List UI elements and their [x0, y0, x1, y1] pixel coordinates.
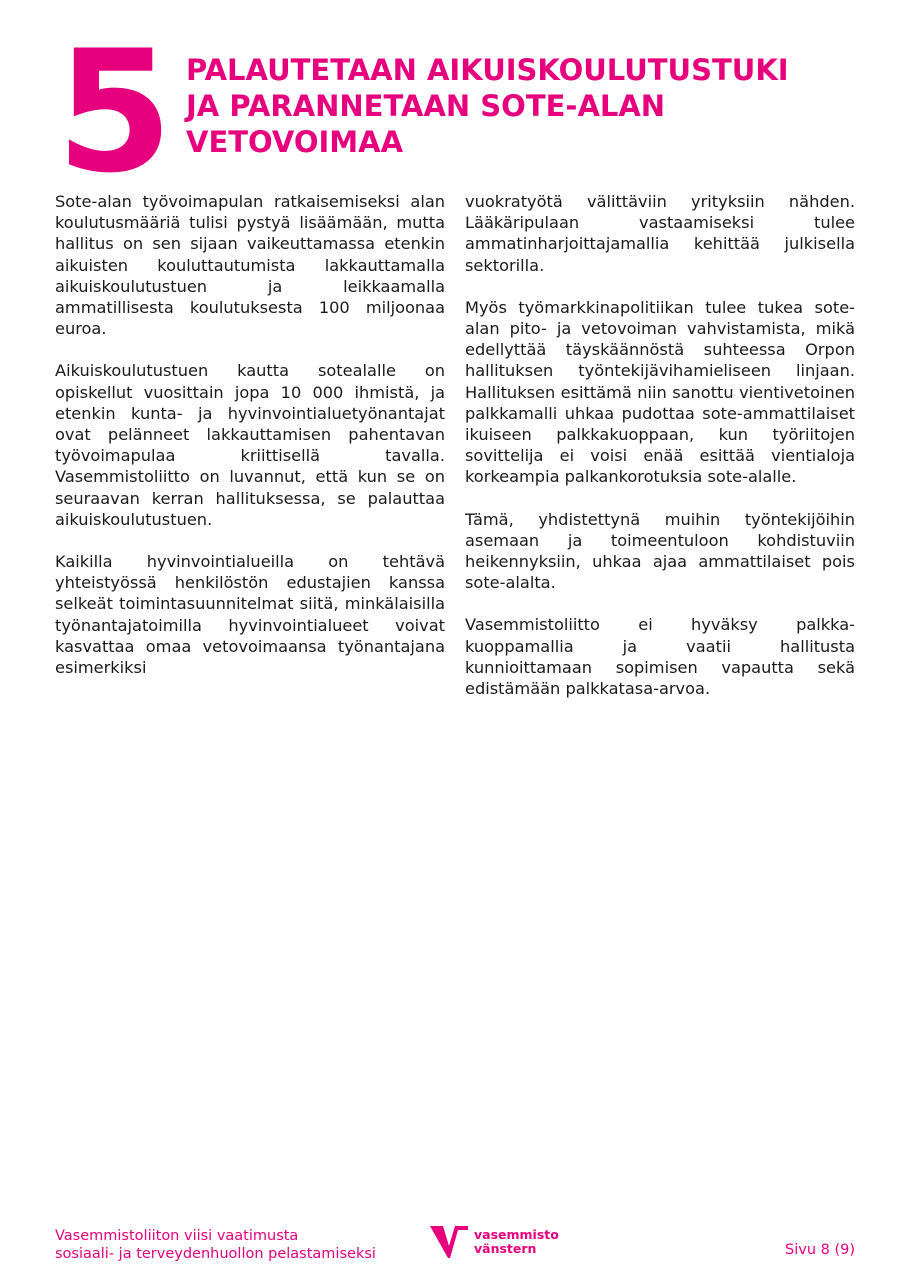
vasemmisto-v-logo-icon — [430, 1224, 468, 1260]
body-paragraph: Kaikilla hyvinvointialueilla on tehtävä yhteistyössä henkilöstön edustajien kanssa selkeät toimintasuunnitelmat siitä, minkälaisilla työnantajatoimilla hyvinvointialueet voivat kasvattaa omaa vetovoimaansa työnantajana esimerkiksi — [55, 552, 445, 678]
left-text-column — [55, 191, 445, 699]
section-title-line: JA PARANNETAAN SOTE-ALAN — [186, 89, 666, 123]
footer-document-title — [55, 1227, 376, 1263]
body-paragraph: vuokratyötä välittäviin yrityksiin nähden. Lääkäripulaan vastaamiseksi tulee ammatinharjoittajamallia kehittää julkisella sektorilla. — [465, 192, 855, 275]
logo-wordmark — [474, 1228, 559, 1256]
section-number: 5 — [56, 14, 169, 210]
right-text-column — [465, 191, 855, 720]
body-paragraph: Aikuiskoulutustuen kautta sotealalle on opiskellut vuosittain jopa 10 000 ihmistä, ja etenkin kunta- ja hyvinvointialuetyönantajat ovat pelänneet lakkauttamisen pahentavan työvoimapulaa kriittisellä tavalla. Vasemmistoliitto on luvannut, että kun se on seuraavan kerran hallituksessa, se palauttaa aikuiskoulutustuen. — [55, 361, 445, 529]
footer-line: Vasemmistoliiton viisi vaatimusta — [55, 1228, 299, 1244]
footer-line: sosiaali- ja terveydenhuollon pelastamiseksi — [55, 1246, 376, 1262]
body-paragraph: Tämä, yhdistettynä muihin työntekijöihin asemaan ja toimeentuloon kohdistuviin heikennyksiin, uhkaa ajaa ammattilaiset pois sote-alalta. — [465, 509, 855, 593]
body-paragraph: Sote-alan työvoimapulan ratkaisemiseksi alan koulutusmääriä tulisi pystyä lisäämään, mutta hallitus on sen sijaan vaikeuttamassa etenkin aikuisten kouluttautumista lakkauttamalla aikuiskoulutustuen ja leikkaamalla ammatillisesta koulutuksesta 100 miljoonaa euroa. — [55, 192, 445, 339]
page-number: Sivu 8 (9) — [785, 1242, 855, 1258]
logo-word: vasemmisto — [474, 1227, 559, 1242]
section-title — [186, 52, 876, 160]
body-paragraph: Myös työmarkkinapolitiikan tulee tukea sote-alan pito- ja vetovoiman vahvistamista, mikä edellyttää täyskäännöstä suhteessa Orpon hallituksen työntekijävihamieliseen linjaan. Hallituksen esittämä niin sanottu vientivetoinen palkkamalli uhkaa pudottaa sote-ammattilaiset ikuiseen palkkakuoppaan, kun työriitojen sovittelija ei voisi enää esittää vientialoja korkeampia palkankorotuksia sote-alalle. — [465, 297, 855, 487]
logo-word: vänstern — [474, 1241, 537, 1256]
body-paragraph: Vasemmistoliitto ei hyväksy palkkakuoppamallia ja vaatii hallitusta kunnioittamaan sopimisen vapautta sekä edistämään palkkatasa-arvoa. — [465, 615, 855, 699]
party-logo — [430, 1224, 559, 1260]
section-title-line: PALAUTETAAN AIKUISKOULUTUSTUKI — [186, 53, 789, 87]
section-title-line: VETOVOIMAA — [186, 125, 404, 159]
